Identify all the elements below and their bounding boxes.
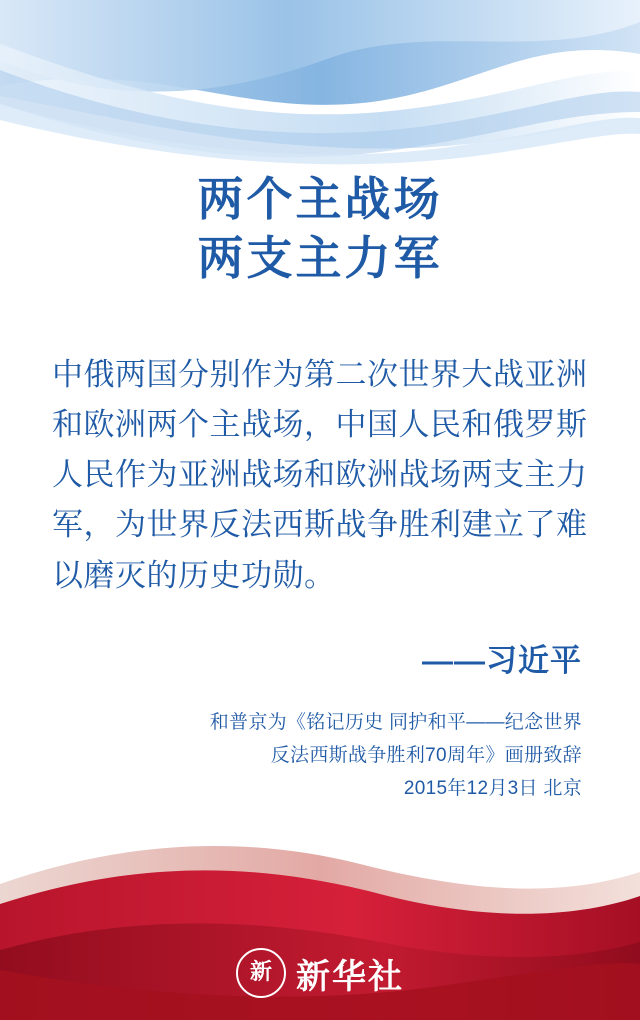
quote-body: 中俄两国分别作为第二次世界大战亚洲和欧洲两个主战场，中国人民和俄罗斯人民作为亚洲战场和欧洲战场两支主力军，为世界反法西斯战争胜利建立了难以磨灭的历史功勋。 [52,356,588,593]
source-line-1: 和普京为《铭记历史 同护和平——纪念世界 [209,711,582,733]
source-line-3: 2015年12月3日 北京 [403,778,582,800]
headline-line-2: 两支主力军 [197,231,443,284]
top-wave-decoration [0,0,640,175]
page-title [0,170,640,288]
xinhua-logo [0,948,640,998]
xinhua-emblem-glyph: 新 [249,960,272,985]
source-line-2: 反法西斯战争胜利70周年》画册致辞 [270,745,582,767]
xinhua-emblem-icon [236,948,286,998]
quote-attribution: ——习近平 [422,642,582,678]
headline-line-1: 两个主战场 [197,173,443,225]
poster-content [0,150,640,806]
xinhua-logo-text: 新华社 [296,957,404,996]
quote-source [52,706,582,806]
